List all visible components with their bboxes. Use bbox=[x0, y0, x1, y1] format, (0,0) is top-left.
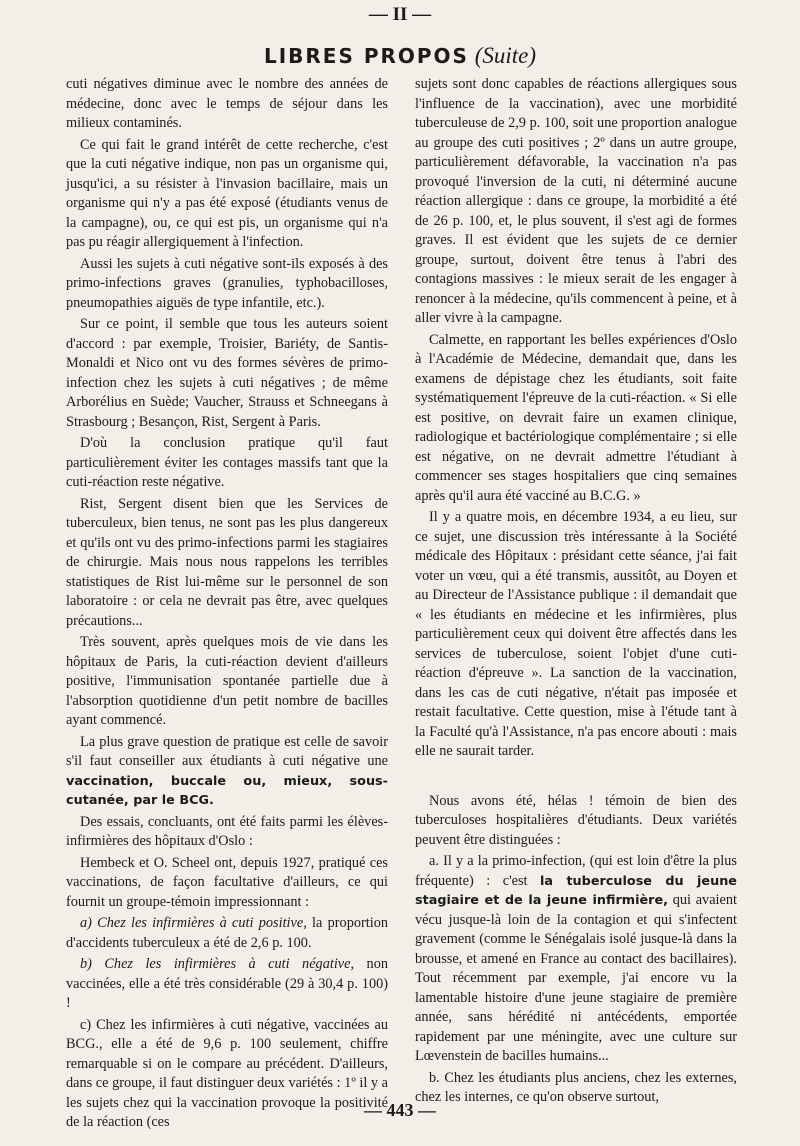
emphasis-text: la tuberculose du jeune stagiaire et de la jeune infirmière, bbox=[415, 873, 737, 908]
paragraph bbox=[415, 852, 737, 1067]
page-number: — 443 — bbox=[364, 1100, 436, 1120]
paragraph: Sur ce point, il semble que tous les auteurs soient d'accord : par exemple, Troisier, Bariéty, de Santis-Monaldi et Nico ont vu des formes sévères de primo-infection chez les sujets à cuti négatives ; de même Arborélius en Suède; Vaucher, Strauss et Schneegans à Strasbourg ; Besançon, Rist, Sergent à Paris. bbox=[66, 316, 388, 430]
paragraph: c) Chez les infirmières à cuti négative, vaccinées au BCG., elle a été de 9,6 p. 100 seulement, chiffre remarquable si on le compare au précédent. D'ailleurs, dans ce groupe, il faut distinguer deux variétés : 1º il y a les sujets chez qui la vaccination provoque la positivité de la réaction (ces bbox=[66, 1016, 388, 1130]
section-title: LIBRES PROPOS bbox=[263, 44, 469, 68]
paragraph: Calmette, en rapportant les belles expériences d'Oslo à l'Académie de Médecine, demandait que, dans les examens de dépistage chez les étudiants, soit faite systématiquement l'épreuve de la cuti-réaction. « Si elle est positive, on devrait faire un examen clinique, radiologique et bactériologique complémentaire ; si elle est négative, on ne devrait admettre l'étudiant à commencer ses stages hospitaliers que cinq semaines après qu'il aura été vacciné au B.C.G. » bbox=[415, 331, 737, 504]
paragraph-text: qui avaient vécu jusque-là loin de la contagion et qui s'infectent gravement (comme le Sénégalais isolé jusque-là dans la brousse, et amené en France au contact des bacillaires). Tout récemment par exemple, j'ai encore vu la lamentable histoire d'une jeune stagiaire de première année, sans hérédité ni antécédents, emportée rapidement par une méningite, avec une culture sur Lœvenstein de bacilles humains... bbox=[415, 892, 737, 1064]
paragraph: sujets sont donc capables de réactions allergiques sous l'influence de la vaccination), avec une morbidité tuberculeuse de 2,9 p. 100, soit une proportion analogue au groupe des cuti positives ; 2º dans un autre groupe, particulièrement défavorable, la vaccination n'a pas provoqué l'inversion de la cuti, ni déterminé aucune réaction allergique : dans ce groupe, la morbidité a été de 26 p. 100, et, le plus souvent, il s'est agi de formes graves. Il est évident que les sujets de ce dernier groupe, surtout, doivent être tenus à l'abri des contagions massives : le mieux serait de les engager à renoncer à la médecine, qu'ils commencent à peine, et à aller vivre à la campagne. bbox=[415, 76, 737, 326]
right-column bbox=[415, 75, 737, 1110]
paragraph-text: non vaccinées, elle a été très considérable (29 à 30,4 p. 100) ! bbox=[66, 956, 388, 1011]
paragraph bbox=[66, 955, 388, 1014]
paragraph-text: la proportion d'accidents tuberculeux a été de 2,6 p. 100. bbox=[66, 915, 388, 951]
section-suite: (Suite) bbox=[474, 43, 537, 68]
paragraph bbox=[66, 914, 388, 953]
italic-text: b) Chez les infirmières à cuti négative, bbox=[80, 956, 355, 972]
left-column bbox=[66, 75, 388, 1135]
paragraph: Des essais, concluants, ont été faits parmi les élèves-infirmières des hôpitaux d'Oslo : bbox=[66, 813, 388, 849]
paragraph: b. Chez les étudiants plus anciens, chez les externes, chez les internes, ce qu'on observe surtout, bbox=[415, 1069, 737, 1105]
paragraph: Nous avons été, hélas ! témoin de bien des tuberculoses hospitalières d'étudiants. Deux variétés peuvent être distinguées : bbox=[415, 792, 737, 848]
paragraph: Il y a quatre mois, en décembre 1934, a eu lieu, sur ce sujet, une discussion très intéressante à la Société médicale des Hôpitaux : présidant cette séance, j'ai fait voter un vœu, qui a été transmis, aussitôt, au Doyen et au Directeur de l'Assistance publique : il demandait que « les étudiants en médecine et les infirmières, plus particulièrement ceux qui doivent être affectés dans les services de tuberculose, soient l'objet d'une cuti-réaction d'épreuve ». La sanction de la vaccination, dans les cas de cuti négative, n'était pas imposée et restait facultative. Cette question, mise à l'étude tant à la Faculté qu'à l'Assistance, n'a pas encore abouti : mais elle ne saurait tarder. bbox=[415, 509, 737, 759]
folio: — II — bbox=[368, 4, 432, 25]
emphasis-text: vaccination, buccale ou, mieux, sous-cutanée, par le BCG. bbox=[66, 773, 388, 808]
paragraph: D'où la conclusion pratique qu'il faut particulièrement éviter les contages massifs tant que la cuti-réaction reste négative. bbox=[66, 435, 388, 490]
paragraph: Rist, Sergent disent bien que les Services de tuberculeux, bien tenus, ne sont pas les plus dangereux et qu'ils ont vu des primo-infections parmi les stagiaires de chirurgie. Mais nous nous rappelons les terribles statistiques de Rist lui-même sur le personnel de son laboratoire : or cela ne devrait pas être, avec quelques précautions... bbox=[66, 495, 388, 629]
paragraph: Hembeck et O. Scheel ont, depuis 1927, pratiqué ces vaccinations, de façon facultative d'ailleurs, ce qui fournit un groupe-témoin impressionnant : bbox=[66, 854, 388, 910]
paragraph: cuti négatives diminue avec le nombre des années de médecine, donc avec le temps de séjour dans les milieux contaminés. bbox=[66, 76, 388, 131]
paragraph bbox=[66, 733, 388, 811]
paragraph: Très souvent, après quelques mois de vie dans les hôpitaux de Paris, la cuti-réaction devient d'ailleurs positive, l'immunisation spontanée partielle due à l'absorption quotidienne d'un petit nombre de bacilles ayant commencé. bbox=[66, 634, 388, 728]
italic-text: a) Chez les infirmières à cuti positive, bbox=[80, 915, 307, 931]
paragraph: Ce qui fait le grand intérêt de cette recherche, c'est que la cuti négative indique, non pas un organisme qui, jusqu'ici, a su résister à l'invasion bacillaire, mais un organisme qui n'y a pas été exposé (étudiants venus de la campagne), ou, ce qui est pis, un organisme qui n'a pas pu réagir allergiquement à l'infection. bbox=[66, 136, 388, 250]
paragraph: Aussi les sujets à cuti négative sont-ils exposés à des primo-infections graves (granulies, typhobacilloses, pneumopathies aiguës de type infantile, etc.). bbox=[66, 255, 388, 311]
section-header bbox=[0, 42, 800, 70]
paragraph-text: La plus grave question de pratique est celle de savoir s'il faut conseiller aux étudiants à cuti négative une bbox=[66, 733, 388, 769]
paragraph-text: a. Il y a la primo-infection, (qui est loin d'être la plus fréquente) : c'est bbox=[415, 853, 737, 889]
